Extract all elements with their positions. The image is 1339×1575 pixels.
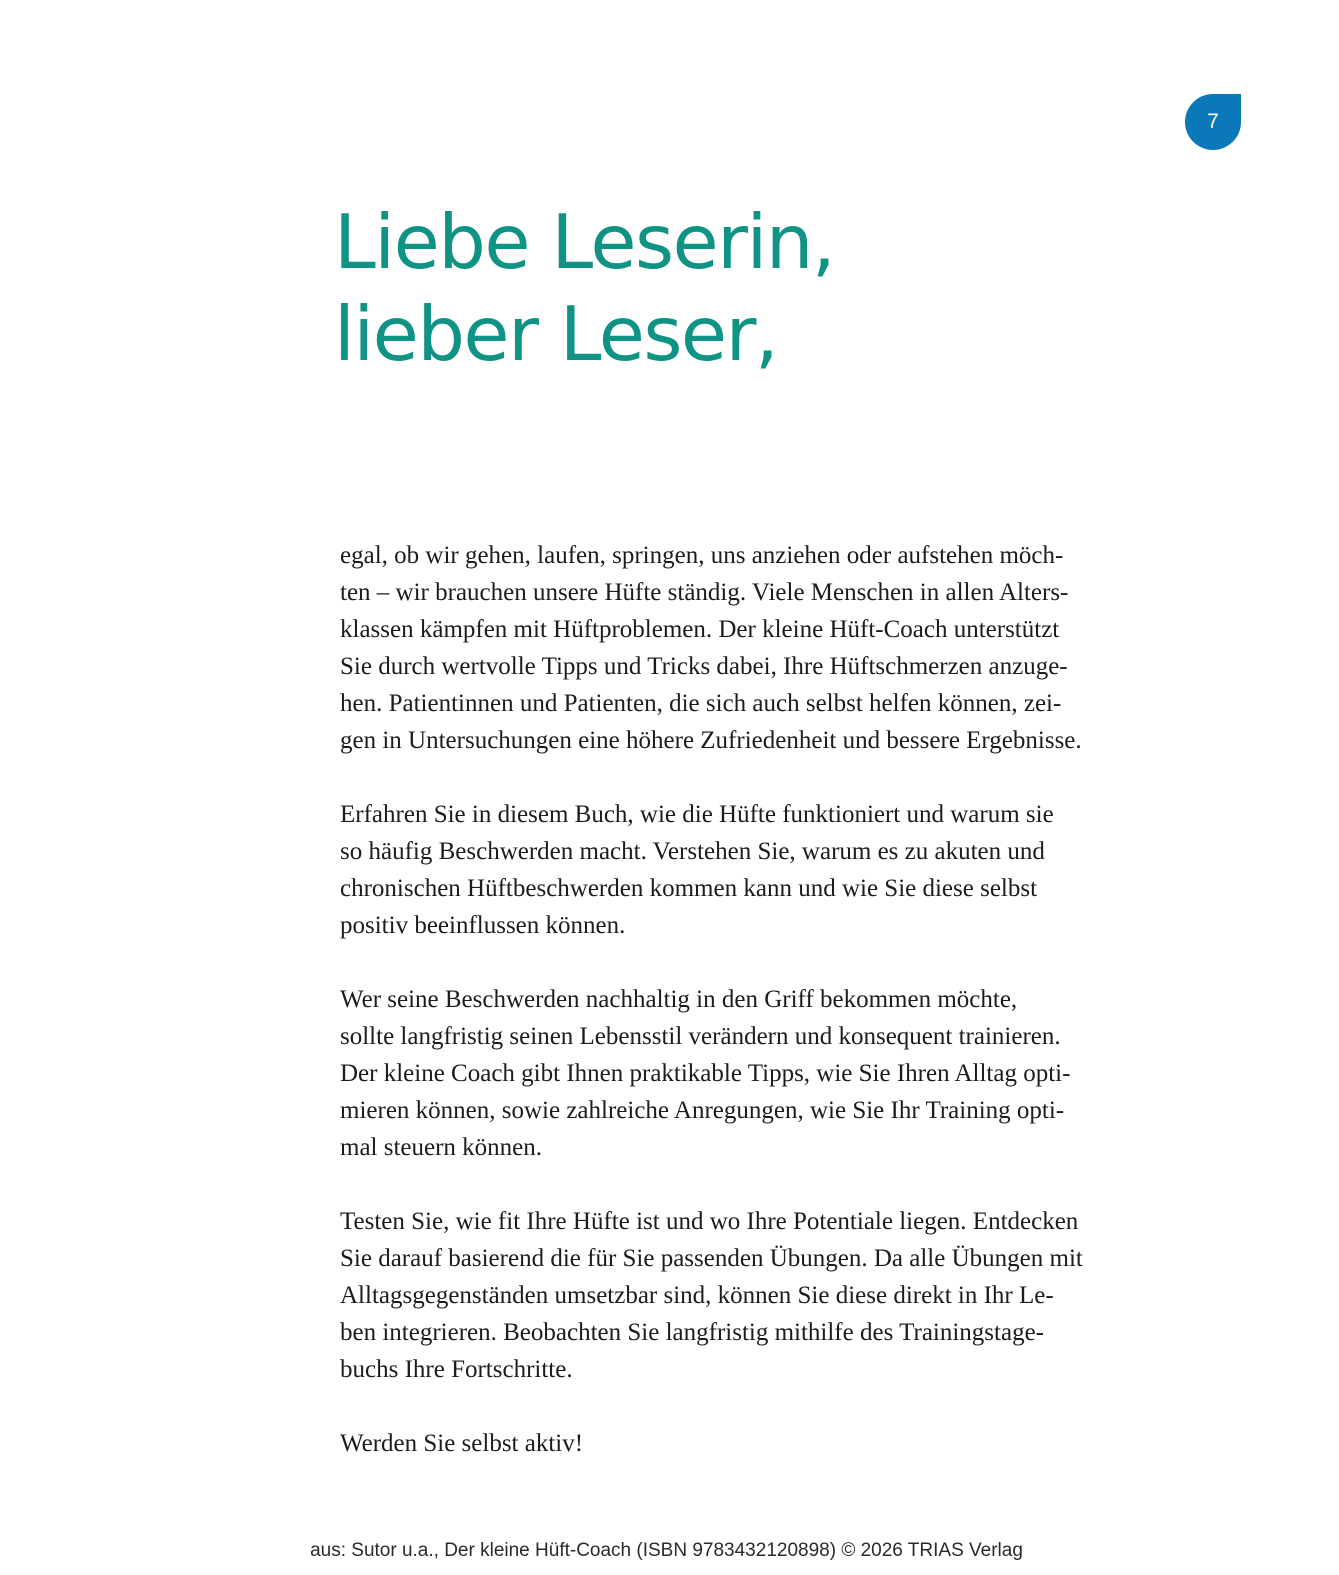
heading-line-2: lieber Leser, (334, 290, 778, 378)
text-line: Werden Sie selbst aktiv! (340, 1430, 584, 1457)
text-line: Sie durch wertvolle Tipps und Tricks dabei, Ihre Hüftschmerzen anzuge- (340, 653, 1068, 680)
text-line: chronischen Hüftbeschwerden kommen kann und wie Sie diese selbst (340, 875, 1038, 902)
text-line: gen in Untersuchungen eine höhere Zufriedenheit und bessere Ergebnisse. (340, 727, 1082, 754)
text-line: Wer seine Beschwerden nachhaltig in den Griff bekommen möchte, (340, 986, 1018, 1013)
text-line: buchs Ihre Fortschritte. (340, 1356, 573, 1383)
text-line: Alltagsgegenständen umsetzbar sind, können Sie diese direkt in Ihr Le- (340, 1282, 1054, 1309)
heading-line-1: Liebe Leserin, (334, 198, 835, 286)
source-footer: aus: Sutor u.a., Der kleine Hüft-Coach (ISBN 9783432120898) © 2026 TRIAS Verlag (310, 1540, 1023, 1561)
page-heading (334, 196, 834, 380)
text-line: positiv beeinflussen können. (340, 912, 626, 939)
text-line: egal, ob wir gehen, laufen, springen, uns anziehen oder aufstehen möch- (340, 542, 1064, 569)
text-line: klassen kämpfen mit Hüftproblemen. Der kleine Hüft-Coach unterstützt (340, 616, 1060, 643)
paragraph-5 (340, 1425, 1170, 1462)
paragraph-4 (340, 1203, 1170, 1388)
body-text (340, 537, 1170, 1499)
paragraph-1 (340, 537, 1170, 759)
text-line: Erfahren Sie in diesem Buch, wie die Hüfte funktioniert und warum sie (340, 801, 1054, 828)
text-line: mal steuern können. (340, 1134, 543, 1161)
text-line: Testen Sie, wie fit Ihre Hüfte ist und wo Ihre Potentiale liegen. Entdecken (340, 1208, 1079, 1235)
paragraph-2 (340, 796, 1170, 944)
text-line: ben integrieren. Beobachten Sie langfristig mithilfe des Trainingstage- (340, 1319, 1045, 1346)
text-line: Sie darauf basierend die für Sie passenden Übungen. Da alle Übungen mit (340, 1245, 1083, 1272)
page-number-badge: 7 (1185, 94, 1241, 150)
paragraph-3 (340, 981, 1170, 1166)
text-line: ten – wir brauchen unsere Hüfte ständig. Viele Menschen in allen Alters- (340, 579, 1069, 606)
text-line: Der kleine Coach gibt Ihnen praktikable Tipps, wie Sie Ihren Alltag opti- (340, 1060, 1071, 1087)
text-line: mieren können, sowie zahlreiche Anregungen, wie Sie Ihr Training opti- (340, 1097, 1065, 1124)
text-line: sollte langfristig seinen Lebensstil verändern und konsequent trainieren. (340, 1023, 1061, 1050)
text-line: so häufig Beschwerden macht. Verstehen Sie, warum es zu akuten und (340, 838, 1045, 865)
text-line: hen. Patientinnen und Patienten, die sich auch selbst helfen können, zei- (340, 690, 1062, 717)
